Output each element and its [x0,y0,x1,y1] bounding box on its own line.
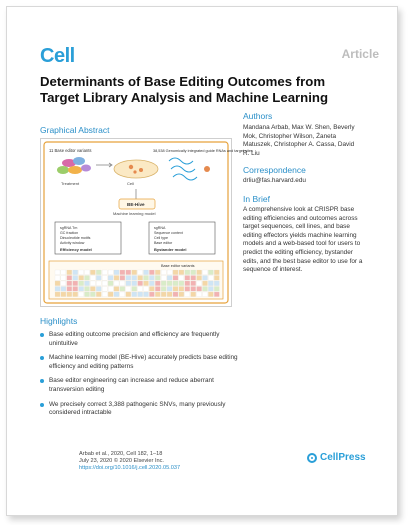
citation-date: July 23, 2020 © 2020 Elsevier Inc. [79,458,164,465]
grid-cell [55,292,60,297]
grid-cell [185,270,190,275]
grid-cell [208,270,213,275]
grid-cell [126,276,131,281]
cellpress-icon [307,453,317,463]
highlight-item: Base editing outcome precision and efficiency are frequently unintuitive [40,331,240,348]
grid-cell [126,270,131,275]
grid-cell [61,276,66,281]
grid-cell [138,281,143,286]
grid-cell [197,276,202,281]
grid-cell [197,281,202,286]
grid-cell [203,287,208,292]
grid-cell [144,292,149,297]
bullet-icon [40,403,44,407]
grid-cell [114,276,119,281]
graphical-abstract-figure [40,138,253,307]
grid-cell [179,276,184,281]
grid-cell [120,292,125,297]
grid-cell [214,270,219,275]
paper-title: Determinants of Base Editing Outcomes from Target Library Analysis and Machine Learning [40,74,328,105]
grid-cell [203,270,208,275]
grid-cell [120,281,125,286]
grid-cell [90,276,95,281]
citation-block [79,451,180,473]
ga-variants-label: 11 Base editor variants [49,148,92,153]
editor-variants-icon [57,157,91,174]
grid-cell [55,287,60,292]
grid-cell [191,281,196,286]
grid-cell [132,287,137,292]
grid-cell [85,270,90,275]
ga-cell-label: Cell [127,181,134,186]
grid-cell [191,287,196,292]
grid-cell [191,292,196,297]
grid-cell [114,270,119,275]
grid-cell [161,281,166,286]
citation-line: Arbab et al., 2020, Cell 182, 1–18 [79,451,163,457]
paper-page [6,6,398,516]
grid-cell [79,287,84,292]
grid-cell [85,276,90,281]
grid-cell [203,292,208,297]
grid-cell [67,287,72,292]
grid-cell [197,287,202,292]
grid-cell [138,276,143,281]
grid-cell [173,270,178,275]
grid-cell [120,270,125,275]
ga-model-name: BE-Hive [127,202,145,207]
grid-cell [191,270,196,275]
grid-cell [149,270,154,275]
cell-dish-icon [114,160,158,178]
grid-cell [102,270,107,275]
bullet-icon [40,379,44,383]
grid-cell [67,270,72,275]
highlight-item: Machine learning model (BE-Hive) accurately predicts base editing efficiency and editing patterns [40,354,240,371]
grid-cell [132,292,137,297]
grid-cell [149,287,154,292]
grid-cell [79,270,84,275]
grid-cell [120,287,125,292]
grid-cell [173,276,178,281]
grid-cell [203,276,208,281]
grid-cell [102,292,107,297]
grid-cell [214,281,219,286]
grid-cell [149,281,154,286]
grid-cell [108,270,113,275]
grid-cell [144,281,149,286]
grid-cell [96,287,101,292]
grid-cell [132,276,137,281]
grid-cell [102,276,107,281]
grid-cell [197,270,202,275]
grid-cell [208,276,213,281]
grid-cell [55,276,60,281]
grid-cell [73,287,78,292]
doi-link[interactable]: https://doi.org/10.1016/j.cell.2020.05.037 [79,465,181,472]
grid-cell [155,292,160,297]
ga-treatment-label: Treatment [61,181,80,186]
grid-cell [185,281,190,286]
grid-cell [79,281,84,286]
authors-heading: Authors [243,111,273,121]
grid-cell [167,270,172,275]
grid-cell [173,281,178,286]
grid-cell [149,292,154,297]
grid-cell [67,276,72,281]
grid-cell [161,270,166,275]
grid-cell [179,292,184,297]
grid-cell [90,287,95,292]
eff-feature-list: sgRNA Tm GC fraction Dinucleotide motifs Activity window [60,226,91,245]
grid-cell [167,287,172,292]
grid-cell [61,281,66,286]
grid-cell [214,276,219,281]
grid-cell [108,281,113,286]
grid-cell [179,270,184,275]
grid-cell [73,276,78,281]
grid-cell [185,292,190,297]
grid-cell [96,292,101,297]
grid-cell [55,281,60,286]
grid-cell [208,287,213,292]
authors-text: Mandana Arbab, Max W. Shen, Beverly Mok, Christopher Wilson, Żaneta Matuszek, Christopher A. Cassa, David R. Liu [243,124,355,157]
grid-cell [73,292,78,297]
grid-cell [120,276,125,281]
grid-cell [108,287,113,292]
bullet-icon [40,356,44,360]
grid-cell [214,287,219,292]
grid-cell [208,281,213,286]
grid-cell [96,270,101,275]
grid-cell [55,270,60,275]
grid-cell [85,292,90,297]
grid-cell [102,281,107,286]
grid-cell [167,292,172,297]
highlights-section [40,316,240,424]
grid-cell [173,287,178,292]
ga-model-desc: Machine learning model [113,211,156,216]
grid-cell [144,276,149,281]
guide-library-icon [169,158,210,180]
grid-cell [79,292,84,297]
journal-logo: Cell [40,45,75,67]
ga-be-variants-label: Base editor variants [161,264,195,268]
grid-cell [132,270,137,275]
grid-cell [90,281,95,286]
grid-cell [67,281,72,286]
grid-cell [85,281,90,286]
ga-targets-label: 38,538 Genomically integrated guide RNAs and target sites [153,149,253,153]
grid-cell [79,276,84,281]
highlight-item: Base editor engineering can increase and reduce aberrant transversion editing [40,377,240,394]
in-brief-text: A comprehensive look at CRISPR base editing efficiencies and outcomes across target sequences, cell lines, and base editing effectors yields machine learning models and a web-based tool for users to predict the editing efficiency, bystander edits, and the best base editor to use for a sequence of interest. [243,206,363,274]
grid-cell [126,292,131,297]
grid-cell [126,287,131,292]
grid-cell [138,292,143,297]
graphical-abstract-heading: Graphical Abstract [40,125,110,135]
grid-cell [114,292,119,297]
grid-cell [161,276,166,281]
grid-cell [203,281,208,286]
grid-cell [149,276,154,281]
grid-cell [126,281,131,286]
grid-cell [214,292,219,297]
grid-cell [73,281,78,286]
grid-cell [173,292,178,297]
grid-cell [138,287,143,292]
grid-cell [161,292,166,297]
highlights-heading: Highlights [40,316,78,326]
grid-cell [85,287,90,292]
grid-cell [161,287,166,292]
grid-cell [167,281,172,286]
grid-cell [90,292,95,297]
grid-cell [96,276,101,281]
grid-cell [61,292,66,297]
bullet-icon [40,333,44,337]
publisher-logo [307,452,366,463]
ga-eff-model-label: Efficiency model [60,247,92,252]
grid-cell [114,281,119,286]
grid-cell [167,276,172,281]
grid-cell [144,287,149,292]
grid-cell [155,276,160,281]
grid-cell [185,287,190,292]
grid-cell [155,281,160,286]
grid-cell [185,276,190,281]
grid-cell [132,281,137,286]
grid-cell [96,281,101,286]
highlight-item: We precisely correct 3,388 pathogenic SNVs, many previously considered intractable [40,401,240,418]
grid-cell [191,276,196,281]
grid-cell [73,270,78,275]
grid-cell [67,292,72,297]
grid-cell [179,281,184,286]
grid-cell [144,270,149,275]
ga-by-model-label: Bystander model [154,247,187,252]
grid-cell [108,276,113,281]
in-brief-heading: In Brief [243,194,270,204]
grid-cell [108,292,113,297]
grid-cell [208,292,213,297]
grid-cell [102,287,107,292]
publisher-name: CellPress [320,452,366,463]
grid-cell [61,287,66,292]
grid-cell [179,287,184,292]
grid-cell [155,287,160,292]
grid-cell [155,270,160,275]
grid-cell [197,292,202,297]
grid-cell [114,287,119,292]
article-type: Article [341,47,379,61]
by-feature-list: sgRNA Sequence context Cell type Base editor [154,226,183,245]
correspondence-email[interactable]: drliu@fas.harvard.edu [243,177,306,184]
correspondence-heading: Correspondence [243,165,306,175]
grid-cell [61,270,66,275]
grid-cell [138,270,143,275]
grid-cell [90,270,95,275]
